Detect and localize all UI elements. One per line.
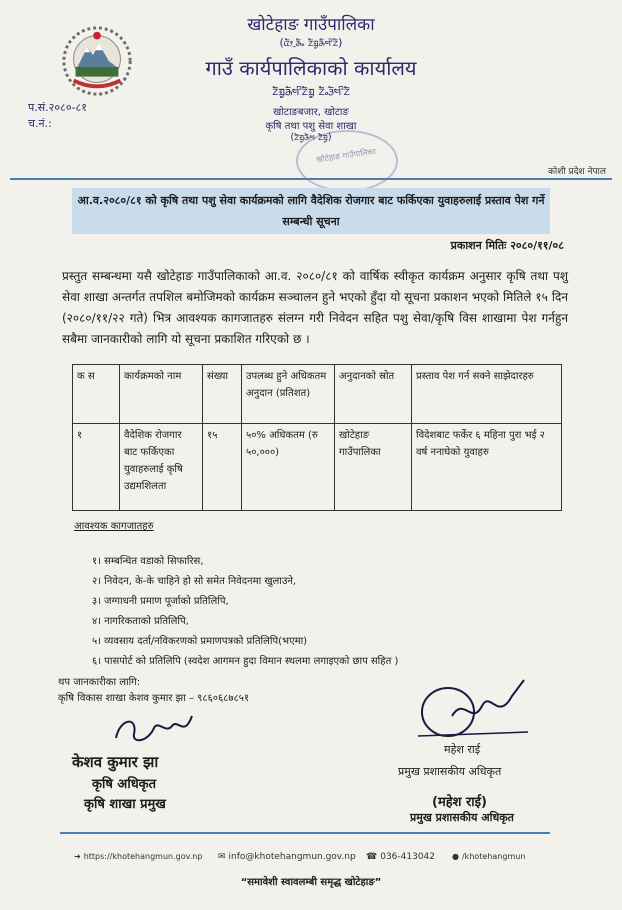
facebook-text: /khotehangmun <box>461 852 526 861</box>
executive-office-title: गाउँ कार्यपालिकाको कार्यालय <box>205 56 417 80</box>
table-cell: १ <box>73 424 120 511</box>
branch-name: कृषि तथा पशु सेवा शाखा <box>265 121 357 132</box>
list-item: ६। पासपोर्ट को प्रतिलिपि (स्वदेश आगमन हुदा विमान स्थलमा लगाइएको छाप सहित ) <box>92 656 399 667</box>
column-header: प्रस्ताव पेश गर्न सक्ने साझेदारहरु <box>412 365 562 424</box>
globe-icon: ➜ <box>74 852 81 861</box>
office-stamp-text: खोटेहाङ गाउँपालिका <box>315 146 377 165</box>
footer <box>0 852 622 868</box>
mail-icon: ✉ <box>218 852 226 862</box>
column-header: उपलब्ध हुने अधिकतम अनुदान (प्रतिशत) <box>242 365 335 424</box>
table-header-row <box>73 365 562 424</box>
column-header: अनुदानको स्रोत <box>335 365 412 424</box>
province-label: कोशी प्रदेश नेपाल <box>548 167 606 177</box>
office-name: खोटेहाङ गाउँपालिका <box>247 15 375 35</box>
table-cell: वैदेशिक रोजगार बाट फर्किएका युवाहरुलाई कृषि उद्यमशिलता <box>120 424 203 511</box>
notice-body: प्रस्तुत सम्बन्धमा यसै खोटेहाङ गाउँपालिकाको आ.व. २०८०/८१ को वार्षिक स्वीकृत कार्यक्रम अनुसार कृषि तथा पशु सेवा शाखा अन्तर्गत तपशिल बमोजिमको कार्यक्रम सञ्चालन हुने भएको हुँदा यो सूचना प्रकाशन भएको मितिले १५ दिन (२०८०/११/२२ गते) भित्र आवश्यक कागजातहरु संलग्न गरी निवेदन सहित पशु सेवा/कृषि विस शाखामा पेश गर्नहुन सबैमा जानकारीको लागि यो सूचना प्रकाशित गरिएको छ । <box>62 269 568 346</box>
footer-divider <box>60 832 550 834</box>
right-signatory-post: प्रमुख प्रशासकीय अधिकृत <box>398 765 502 778</box>
contact-line: कृषि विकास शाखा केशव कुमार झा – ९८६०६८७८५१ <box>58 693 250 704</box>
branch-name-script: (ᤁᤠᤀᤢᤌᤠᤗ ᤁᤠᤀᤢ) <box>290 132 332 143</box>
column-header: क स <box>73 365 120 424</box>
table-cell: खोटेहाङ गाउँपालिका <box>335 424 412 511</box>
phone-icon: ☎ <box>366 852 378 862</box>
executive-office-script: ᤁᤠᤀᤢᤌᤠᤗᤡᤁᤠᤀᤢ ᤁᤠᤱᤋᤠᤗᤡᤁᤠ <box>272 84 350 99</box>
dispatch-number: च.नं.: <box>28 117 52 130</box>
list-item: ३। जग्गाधनी प्रमाण पूर्जाको प्रतिलिपि, <box>92 596 229 607</box>
left-signatory-post: कृषि अधिकृत <box>92 777 157 792</box>
notice-subject: आ.व.२०८०/८१ को कृषि तथा पशु सेवा कार्यक्रमको लागि वैदेशिक रोजगार बाट फर्किएका युवाहरुलाई प्रस्ताव पेश गर्ने सम्बन्धी सूचना <box>77 194 545 228</box>
documents-title: आवश्यक कागजातहरु <box>74 521 154 532</box>
email-text: info@khotehangmun.gov.np <box>228 852 356 862</box>
footer-facebook[interactable] <box>452 852 525 861</box>
table-cell: ५०% अधिकतम (रु ५०,०००) <box>242 424 335 511</box>
publication-date: प्रकाशन मितिः २०८०/११/०८ <box>450 239 564 252</box>
list-item: २। निवेदन, के-के चाहिने हो सो समेत निवेदनमा खुलाउने, <box>92 576 297 587</box>
list-item: ५। व्यवसाय दर्ता/नविकरणको प्रमाणपत्रको प्रतिलिपि(भएमा) <box>92 636 308 647</box>
phone-text: 036-413042 <box>380 852 436 862</box>
table-row <box>73 424 562 511</box>
table-cell: १५ <box>203 424 242 511</box>
program-table <box>72 364 562 511</box>
website-text: https://khotehangmun.gov.np <box>83 852 203 861</box>
footer-website[interactable] <box>74 852 202 861</box>
column-header: कार्यक्रमको नाम <box>120 365 203 424</box>
header-divider <box>10 178 612 180</box>
office-address: खोटाङबजार, खोटाङ <box>273 107 349 118</box>
column-header: संख्या <box>203 365 242 424</box>
list-item: १। सम्बन्धित वडाको सिफारिस, <box>92 556 204 567</box>
right-stamp-name: (महेश राई) <box>432 795 487 810</box>
documents-list <box>92 554 398 674</box>
left-signatory-name: केशव कुमार झा <box>72 753 159 771</box>
facebook-icon: ● <box>452 852 459 861</box>
right-stamp-post: प्रमुख प्रशासकीय अधिकृत <box>410 811 514 824</box>
reference-number: प.सं.२०८०-८१ <box>28 101 87 114</box>
right-signature-icon <box>412 676 532 746</box>
table-cell: विदेशबाट फर्केर ६ महिना पुरा भई २ वर्ष ननाघेको युवाहरु <box>412 424 562 511</box>
right-signatory-name: महेश राई <box>444 743 481 756</box>
footer-slogan: “समावेशी स्वावलम्बी समृद्ध खोटेहाङ” <box>240 877 382 888</box>
footer-email[interactable] <box>218 852 356 862</box>
office-name-script: (ᤂᤥᤳᤌᤠᤱ ᤁᤠᤀᤢᤌᤠᤗᤡᤁᤠ) <box>279 36 343 49</box>
left-signature-icon <box>108 708 198 754</box>
left-signatory-branch: कृषि शाखा प्रमुख <box>84 797 166 812</box>
list-item: ४। नागरिकताको प्रतिलिपि, <box>92 616 189 627</box>
footer-phone[interactable] <box>366 852 435 862</box>
more-info-label: थप जानकारीका लागि: <box>58 677 141 688</box>
